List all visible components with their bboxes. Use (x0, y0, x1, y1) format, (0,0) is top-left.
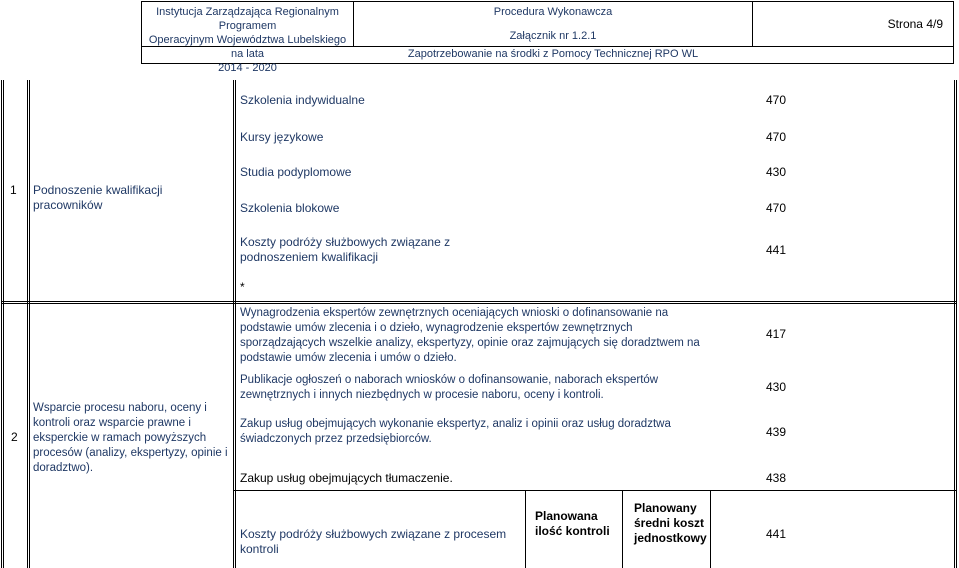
institution-line-3: 2014 - 2020 (218, 62, 277, 74)
row-category: Wsparcie procesu naboru, oceny i kontroli oraz wsparcie prawne i eksperckie w ramach powyższych procesów (analizy, ekspertyzy, opinie i doradztwo). (33, 402, 228, 474)
cost-item-name: Publikacje ogłoszeń o naborach wniosków o dofinansowanie, naborach ekspertów zewnętrznych i innych niezbędnych w procesie naboru, oceny i kontroli. (240, 374, 659, 401)
document-subtitle: Zapotrzebowanie na środki z Pomocy Technicznej RPO WL (407, 48, 699, 60)
cost-item-name: Studia podyplomowe (240, 165, 352, 179)
cost-item-name: Kursy językowe (240, 130, 324, 144)
cost-item-code: 470 (765, 93, 786, 107)
cost-item-code: 441 (765, 243, 786, 257)
cost-item-name: Koszty podróży służbowych związane z procesem kontroli (240, 527, 507, 556)
table-border (1, 80, 2, 568)
table-border (954, 80, 955, 568)
table-border (956, 80, 957, 568)
table-border (235, 80, 236, 568)
table-border (233, 80, 234, 568)
planned-quantity-header: Planowana ilość kontroli (535, 509, 610, 538)
page-number: Strona 4/9 (887, 17, 943, 31)
table-border (27, 80, 28, 568)
page-header (141, 1, 954, 74)
cost-item-name: * (240, 280, 245, 294)
row-number: 2 (11, 430, 18, 444)
table-border (29, 80, 30, 568)
cost-item-code: 470 (765, 201, 786, 215)
table-border (3, 80, 4, 568)
procedure-title (354, 5, 752, 43)
cost-item-code: 417 (765, 327, 786, 341)
institution-line-1: Instytucja Zarządzająca Regionalnym Programem (156, 6, 339, 32)
cost-item-name: Szkolenia blokowe (240, 201, 340, 215)
cost-item-code: 439 (765, 425, 786, 439)
institution-line-2: Operacyjnym Województwa Lubelskiego na lata (148, 34, 347, 60)
cost-item-name: Zakup usług obejmujących wykonanie ekspertyz, analiz i opinii oraz usług doradztwa świadczonych przez przedsiębiorców. (240, 418, 671, 445)
row-number: 1 (10, 183, 17, 197)
cost-item-code: 430 (765, 165, 786, 179)
institution-name (142, 5, 353, 75)
annex-label: Załącznik nr 1.2.1 (509, 30, 597, 42)
row-divider (1, 301, 957, 302)
planned-cost-header: Planowany średni koszt jednostkowy (634, 501, 707, 545)
cost-item-name: Zakup usług obejmujących tłumaczenie. (240, 471, 453, 485)
row-divider (1, 303, 957, 304)
row-divider (233, 490, 956, 491)
row-category: Podnoszenie kwalifikacji pracowników (33, 183, 163, 212)
cell-divider (710, 491, 711, 568)
cost-item-name: Wynagrodzenia ekspertów zewnętrznych oceniających wnioski o dofinansowanie na podstawie umów zlecenia i o dzieło, wynagrodzenie ekspertów zewnętrznych sporządzających wszelkie analizy, ekspertyzy, opinie oraz zajmujących się doradztwem na podstawie umów zlecenia i umów o dzieło. (240, 307, 700, 364)
procedure-label: Procedura Wykonawcza (493, 6, 613, 18)
cost-item-code: 441 (765, 527, 786, 541)
cost-item-name: Koszty podróży służbowych związane z podnoszeniem kwalifikacji (240, 235, 451, 264)
cell-divider (525, 491, 526, 568)
cell-divider (622, 491, 623, 568)
cost-item-name: Szkolenia indywidualne (240, 93, 365, 107)
cost-item-code: 430 (765, 380, 786, 394)
cost-item-code: 438 (765, 471, 786, 485)
cost-item-code: 470 (765, 130, 786, 144)
